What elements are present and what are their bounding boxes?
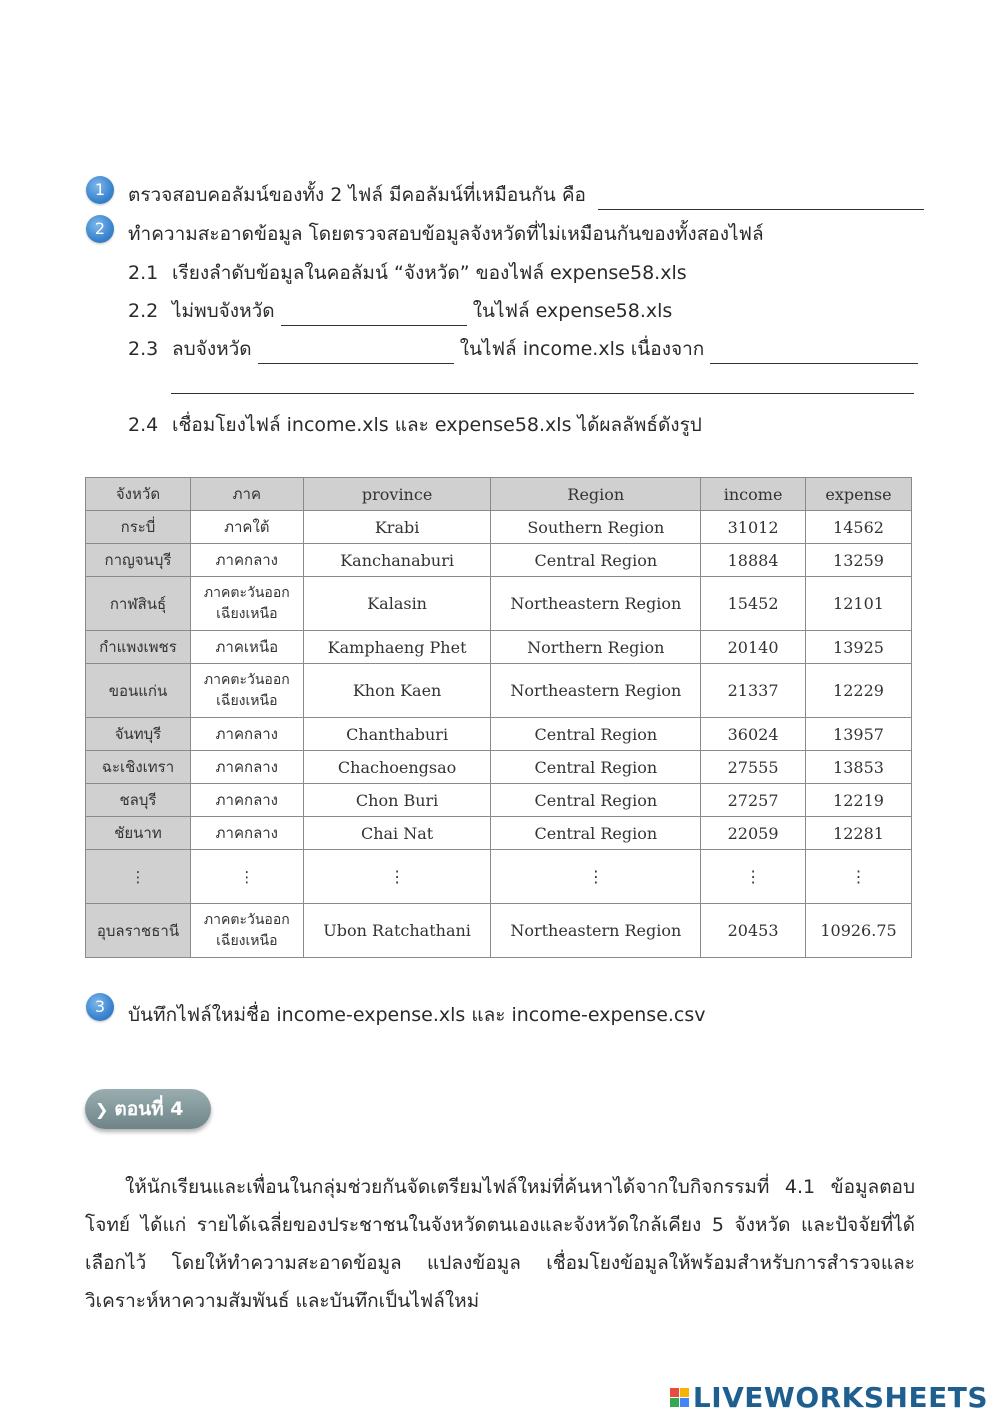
table-cell: ⋮ (491, 850, 701, 904)
table-cell: Kamphaeng Phet (303, 631, 491, 664)
table-row (86, 544, 912, 577)
merged-data-table (85, 477, 912, 958)
table-cell: Central Region (491, 544, 701, 577)
table-cell: ชลบุรี (86, 784, 191, 817)
table-header-row (86, 478, 912, 511)
table-cell: Chachoengsao (303, 751, 491, 784)
table-cell: Central Region (491, 718, 701, 751)
chevron-right-icon: ❯ (95, 1100, 109, 1119)
table-cell: 13259 (806, 544, 912, 577)
table-cell: Chai Nat (303, 817, 491, 850)
table-cell: 13925 (806, 631, 912, 664)
table-row (86, 751, 912, 784)
table-cell: กำแพงเพชร (86, 631, 191, 664)
header-cell: expense (806, 478, 912, 511)
table-cell: 27257 (701, 784, 806, 817)
table-row (86, 817, 912, 850)
deleted-province-input[interactable] (258, 341, 454, 364)
table-cell: 20140 (701, 631, 806, 664)
step-2-2 (128, 296, 672, 326)
table-cell: 13853 (806, 751, 912, 784)
step-2-3-mid: ในไฟล์ income.xls เนื่องจาก (459, 338, 705, 360)
table-cell: ขอนแก่น (86, 664, 191, 718)
logo-text: LIVEWORKSHEETS (692, 1380, 988, 1414)
header-cell: income (701, 478, 806, 511)
table-cell: 20453 (701, 904, 806, 958)
table-cell: จันทบุรี (86, 718, 191, 751)
step-2-4-text: เชื่อมโยงไฟล์ income.xls และ expense58.xls ได้ผลลัพธ์ดังรูป (172, 414, 702, 436)
header-cell: ภาค (190, 478, 303, 511)
table-cell: 14562 (806, 511, 912, 544)
missing-province-input[interactable] (281, 303, 467, 326)
table-cell: Central Region (491, 784, 701, 817)
common-column-input[interactable] (598, 187, 924, 210)
table-cell: ⋮ (190, 850, 303, 904)
part-4-title: ตอนที่ 4 (114, 1098, 184, 1120)
table-cell: Southern Region (491, 511, 701, 544)
table-cell: 21337 (701, 664, 806, 718)
step-3-text: บันทึกไฟล์ใหม่ชื่อ income-expense.xls และ income-expense.csv (128, 1004, 706, 1026)
logo-mark-icon (670, 1388, 689, 1407)
part-4-badge (85, 1089, 211, 1129)
header-cell: province (303, 478, 491, 511)
table-cell: 13957 (806, 718, 912, 751)
table-cell: กาญจนบุรี (86, 544, 191, 577)
step-2-1-label: 2.1 (128, 262, 159, 284)
table-row (86, 631, 912, 664)
table-cell: Krabi (303, 511, 491, 544)
table-cell: Northeastern Region (491, 904, 701, 958)
table-cell: 10926.75 (806, 904, 912, 958)
step-2-1-text: เรียงลำดับข้อมูลในคอลัมน์ “จังหวัด” ของไฟล์ expense58.xls (172, 262, 687, 284)
table-cell: ⋮ (86, 850, 191, 904)
step-2-3-pre: ลบจังหวัด (172, 338, 252, 360)
step-1 (128, 180, 924, 210)
step-2-1 (128, 258, 687, 288)
table-cell: 12219 (806, 784, 912, 817)
table-cell: 12229 (806, 664, 912, 718)
table-row (86, 718, 912, 751)
table-cell: Khon Kaen (303, 664, 491, 718)
table-cell: Chanthaburi (303, 718, 491, 751)
table-cell: ภาคตะวันออก เฉียงเหนือ (190, 904, 303, 958)
table-cell: 12281 (806, 817, 912, 850)
step-2-badge: 2 (86, 215, 114, 243)
table-row (86, 664, 912, 718)
table-cell: ภาคกลาง (190, 718, 303, 751)
table-row (86, 511, 912, 544)
table-cell: ภาคกลาง (190, 784, 303, 817)
table-cell: 36024 (701, 718, 806, 751)
header-cell: Region (491, 478, 701, 511)
table-cell: 18884 (701, 544, 806, 577)
step-2-4-label: 2.4 (128, 414, 159, 436)
table-cell: กระบี่ (86, 511, 191, 544)
table-cell: Ubon Ratchathani (303, 904, 491, 958)
table-row (86, 850, 912, 904)
table-cell: Chon Buri (303, 784, 491, 817)
step-1-badge: 1 (86, 176, 114, 204)
instruction-paragraph: ให้นักเรียนและเพื่อนในกลุ่มช่วยกันจัดเตรียมไฟล์ใหม่ที่ค้นหาได้จากใบกิจกรรมที่ 4.1 ข้อมูลตอบโจทย์ ได้แก่ รายได้เฉลี่ยของประชาชนในจังหวัดตนเองและจังหวัดใกล้เคียง 5 จังหวัด และปัจจัยที่ได้เลือกไว้ โดยให้ทำความสะอาดข้อมูล แปลงข้อมูล เชื่อมโยงข้อมูลให้พร้อมสำหรับการสำรวจและวิเคราะห์หาความสัมพันธ์ และบันทึกเป็นไฟล์ใหม่ (85, 1176, 915, 1312)
step-3-badge: 3 (86, 993, 114, 1021)
step-2-4 (128, 410, 702, 440)
table-cell: Central Region (491, 817, 701, 850)
table-cell: Northern Region (491, 631, 701, 664)
table-cell: ภาคเหนือ (190, 631, 303, 664)
step-2-text: ทำความสะอาดข้อมูล โดยตรวจสอบข้อมูลจังหวัดที่ไม่เหมือนกันของทั้งสองไฟล์ (128, 223, 764, 245)
step-2-2-pre: ไม่พบจังหวัด (172, 300, 275, 322)
table-cell: ⋮ (303, 850, 491, 904)
table-cell: ชัยนาท (86, 817, 191, 850)
step-2-3 (128, 334, 918, 364)
step-1-text: ตรวจสอบคอลัมน์ของทั้ง 2 ไฟล์ มีคอลัมน์ที่เหมือนกัน คือ (128, 184, 586, 206)
step-2-2-post: ในไฟล์ expense58.xls (472, 300, 673, 322)
table-row (86, 577, 912, 631)
table-cell: Northeastern Region (491, 664, 701, 718)
step-2-2-label: 2.2 (128, 300, 159, 322)
table-row (86, 904, 912, 958)
table-cell: ภาคตะวันออก เฉียงเหนือ (190, 577, 303, 631)
header-cell: จังหวัด (86, 478, 191, 511)
table-cell: 27555 (701, 751, 806, 784)
table-cell: กาฬสินธุ์ (86, 577, 191, 631)
table-cell: 31012 (701, 511, 806, 544)
liveworksheets-logo (670, 1380, 988, 1414)
table-cell: ภาคตะวันออก เฉียงเหนือ (190, 664, 303, 718)
table-cell: ⋮ (701, 850, 806, 904)
table-cell: ภาคใต้ (190, 511, 303, 544)
table-cell: ภาคกลาง (190, 817, 303, 850)
reason-input-line-1[interactable] (710, 341, 918, 364)
table-cell: ภาคกลาง (190, 544, 303, 577)
table-cell: ภาคกลาง (190, 751, 303, 784)
table-cell: Central Region (491, 751, 701, 784)
reason-input-line-2[interactable] (171, 371, 914, 394)
table-cell: ⋮ (806, 850, 912, 904)
table-cell: 22059 (701, 817, 806, 850)
table-cell: Kanchanaburi (303, 544, 491, 577)
step-2-3-label: 2.3 (128, 338, 159, 360)
table-cell: 15452 (701, 577, 806, 631)
table-cell: อุบลราชธานี (86, 904, 191, 958)
table-cell: ฉะเชิงเทรา (86, 751, 191, 784)
table-cell: 12101 (806, 577, 912, 631)
table-cell: Kalasin (303, 577, 491, 631)
table-cell: Northeastern Region (491, 577, 701, 631)
table-row (86, 784, 912, 817)
